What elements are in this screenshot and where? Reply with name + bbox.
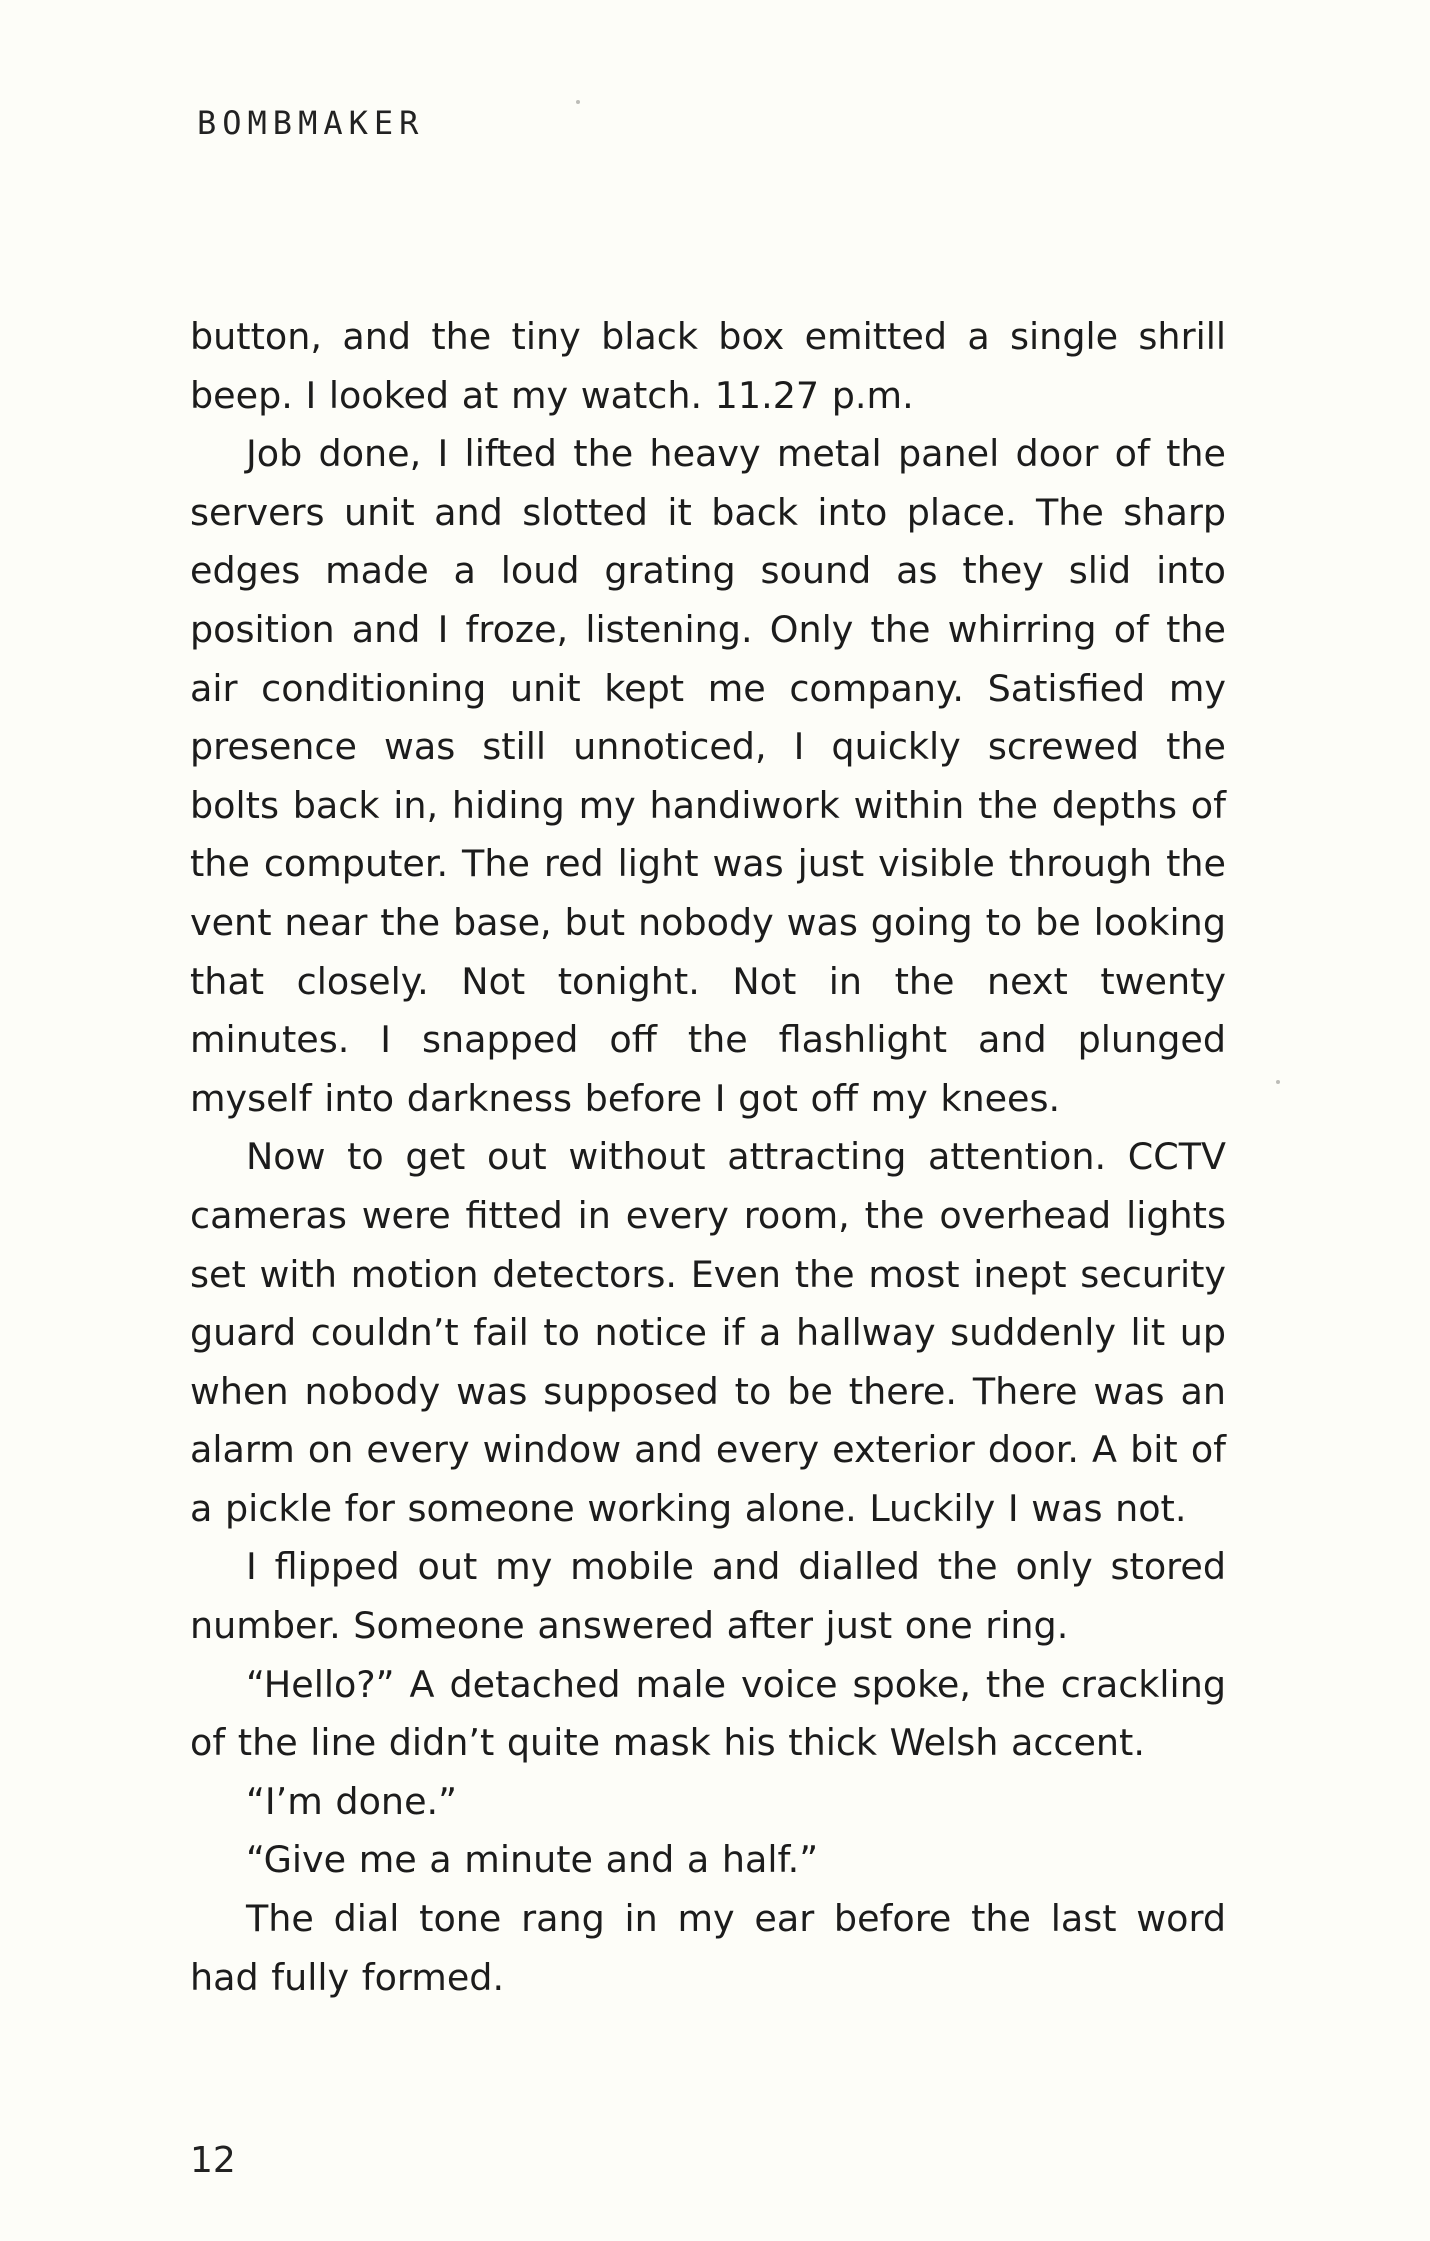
paragraph: I flipped out my mobile and dialled the only stored number. Someone answered after just one ring. [190, 1545, 1226, 1648]
paragraph: “Give me a minute and a half.” [246, 1838, 819, 1882]
paragraph: button, and the tiny black box emitted a single shrill beep. I looked at my watch. 11.27 p.m. [190, 315, 1226, 417]
paragraph: “Hello?” A detached male voice spoke, the crackling of the line didn’t quite mask his thick Welsh accent. [190, 1662, 1226, 1765]
paragraph: The dial tone rang in my ear before the last word had fully formed. [190, 1897, 1226, 1999]
paper-speck [1276, 1080, 1280, 1084]
paper-speck [576, 100, 580, 104]
page-number: 12 [190, 2140, 236, 2181]
body-text [190, 308, 1226, 2007]
paragraph: “I’m done.” [246, 1779, 458, 1823]
paragraph: Job done, I lifted the heavy metal panel door of the servers unit and slotted it back into place. The sharp edges made a loud grating sound as they slid into position and I froze, listening. Only the whirring of the air conditioning unit kept me company. Satisfied my presence was still unnoticed, I quickly screwed the bolts back in, hiding my handiwork within the depths of the computer. The red light was just visible through the vent near the base, but nobody was going to be looking that closely. Not tonight. Not in the next twenty minutes. I snapped off the flashlight and plunged myself into darkness before I got off my knees. [190, 432, 1226, 1120]
running-head: BOMBMAKER [197, 104, 425, 142]
paragraph: Now to get out without attracting attention. CCTV cameras were fitted in every room, the overhead lights set with motion detectors. Even the most inept security guard couldn’t fail to notice if a hallway suddenly lit up when nobody was supposed to be there. There was an alarm on every window and every exterior door. A bit of a pickle for someone working alone. Luckily I was not. [190, 1135, 1226, 1530]
